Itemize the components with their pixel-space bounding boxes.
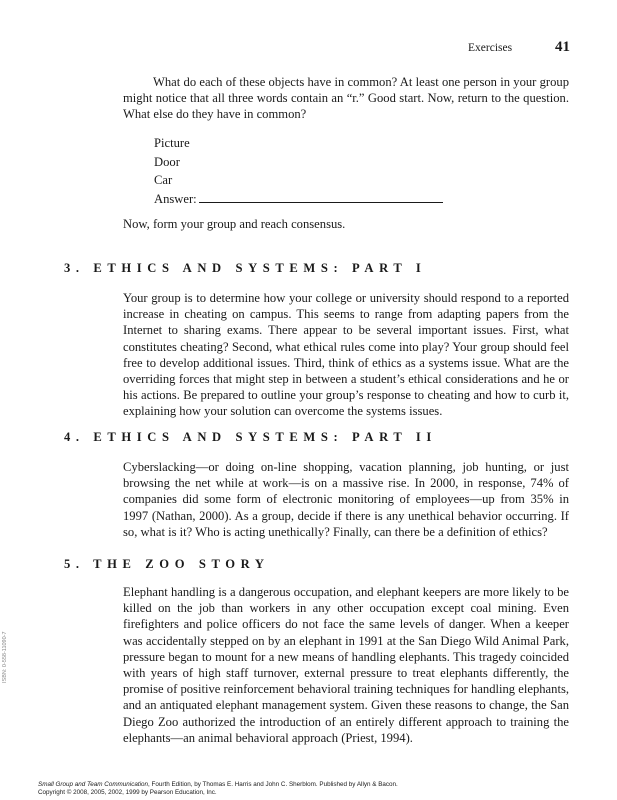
footer-book-title: Small Group and Team Communication [38,781,149,788]
footer-copyright: Copyright © 2008, 2005, 2002, 1999 by Pearson Education, Inc. [38,789,217,796]
answer-row [154,190,443,209]
intro-paragraph: What do each of these objects have in common? At least one person in your group might notice that all three words contain an “r.” Good start. Now, return to the question. What else do they have in common? [123,75,569,122]
footer-line1: , Fourth Edition, by Thomas E. Harris and John C. Sherblom. Published by Allyn & Bacon. [148,781,398,788]
section-heading-3: 3. ETHICS AND SYSTEMS: PART I [64,261,427,275]
answer-blank-line [199,191,443,203]
running-header-section: Exercises [468,42,513,54]
isbn-spine-text: ISBN: 0-558-11090-7 [2,631,8,683]
section-5-body: Elephant handling is a dangerous occupation, and elephant keepers are more likely to be killed on the job than workers in any other occupation except coal mining. Even firefighters and police officers do not face the same levels of danger. When a keeper was accidentally stepped on by an elephant in 1991 at the San Diego Wild Animal Park, pressure began to mount for a new means of handling elephants. This tragedy coincided with years of high staff turnover, external pressure to treat elephants differently, the promise of positive reinforcement behavioral training techniques for handling elephants, and an antiquated elephant management system. Given these reasons to change, the San Diego Zoo authorized the introduction of an entirely different approach to training the elephants—an animal behavioral approach (Priest, 1994). [123,585,569,745]
list-item: Picture [154,136,190,150]
section-heading-5: 5. THE ZOO STORY [64,557,270,571]
answer-label: Answer: [154,191,197,206]
page-number: 41 [555,39,570,55]
list-item: Car [154,173,173,188]
section-3-body: Your group is to determine how your college or university should respond to a reported increase in cheating on campus. This seems to range from adapting papers from the Internet to sharing exams. There appear to be several important issues. First, what constitutes cheating? Second, what ethical rules come into play? Your group should feel free to develop additional issues. Third, think of ethics as a systems issue. What are the overriding forces that might step in between a student’s ethical considerations and he or his actions. Be prepared to outline your group’s response to cheating and how to curb it, explaining how your solution can overcome the systems issues. [123,291,569,419]
section-heading-4: 4. ETHICS AND SYSTEMS: PART II [64,430,437,444]
list-item: Door [154,154,180,169]
object-list [154,134,443,208]
copyright-footer [38,781,398,797]
closing-instruction: Now, form your group and reach consensus. [123,217,346,231]
section-4-body: Cyberslacking—or doing on-line shopping, vacation planning, job hunting, or just browsing the net while at work—is on a massive rise. In 2000, in response, 74% of companies did some form of electronic monitoring of employees—up from 35% in 1997 (Nathan, 2000). As a group, decide if there is any unethical behavior occurring. If so, what is it? Who is acting unethically? Finally, can there be a definition of ethics? [123,460,569,539]
